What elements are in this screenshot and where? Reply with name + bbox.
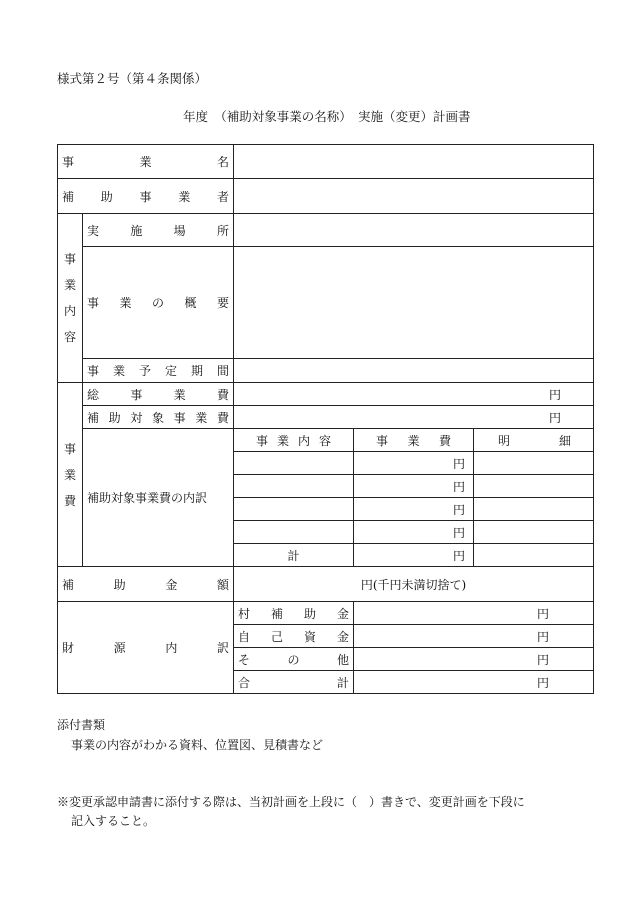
field-own-funds[interactable]: 円 bbox=[354, 625, 594, 648]
note-line-1: ※変更承認申請書に添付する際は、当初計画を上段に（ ）書きで、変更計画を下段に bbox=[57, 795, 525, 809]
label-subsidy-amount: 補 助 金 額 bbox=[58, 567, 234, 602]
label-project-name: 事 業 名 bbox=[58, 145, 234, 179]
field-breakdown-detail[interactable] bbox=[474, 475, 594, 498]
field-breakdown-detail[interactable] bbox=[474, 452, 594, 475]
header-breakdown-content: 事 業 内 容 bbox=[234, 429, 354, 452]
label-village-subsidy: 村 補 助 金 bbox=[234, 602, 354, 625]
field-breakdown-cost[interactable]: 円 bbox=[354, 452, 474, 475]
field-breakdown-cost[interactable]: 円 bbox=[354, 475, 474, 498]
note-line-2: 記入すること。 bbox=[71, 814, 156, 828]
field-applicant[interactable] bbox=[234, 179, 594, 214]
document-title: 年度 （補助対象事業の名称） 実施（変更）計画書 bbox=[183, 109, 471, 124]
label-breakdown: 補助対象事業費の内訳 bbox=[83, 429, 234, 567]
label-applicant: 補 助 事 業 者 bbox=[58, 179, 234, 214]
field-village-subsidy[interactable]: 円 bbox=[354, 602, 594, 625]
field-breakdown-content[interactable] bbox=[234, 475, 354, 498]
field-funding-total[interactable]: 円 bbox=[354, 671, 594, 694]
field-breakdown-detail[interactable] bbox=[474, 498, 594, 521]
field-other-funds[interactable]: 円 bbox=[354, 648, 594, 671]
field-breakdown-detail[interactable] bbox=[474, 521, 594, 544]
plan-form-table bbox=[57, 144, 594, 694]
label-breakdown-subtotal: 計 bbox=[234, 544, 354, 567]
field-location[interactable] bbox=[234, 214, 594, 247]
field-breakdown-content[interactable] bbox=[234, 521, 354, 544]
field-breakdown-subtotal[interactable]: 円 bbox=[354, 544, 474, 567]
field-breakdown-cost[interactable]: 円 bbox=[354, 498, 474, 521]
label-own-funds: 自 己 資 金 bbox=[234, 625, 354, 648]
label-other-funds: そ の 他 bbox=[234, 648, 354, 671]
field-period[interactable] bbox=[234, 359, 594, 383]
header-breakdown-cost: 事 業 費 bbox=[354, 429, 474, 452]
field-breakdown-subtotal-detail[interactable] bbox=[474, 544, 594, 567]
field-breakdown-content[interactable] bbox=[234, 498, 354, 521]
attachments-text: 事業の内容がわかる資料、位置図、見積書など bbox=[71, 738, 324, 752]
label-funding-breakdown: 財 源 内 訳 bbox=[58, 602, 234, 694]
field-subsidy-amount[interactable]: 円(千円未満切捨て) bbox=[234, 567, 594, 602]
field-subsidy-cost[interactable]: 円 bbox=[234, 406, 594, 429]
label-total-cost: 総 事 業 費 bbox=[83, 383, 234, 406]
field-total-cost[interactable]: 円 bbox=[234, 383, 594, 406]
attachments-heading: 添付書類 bbox=[57, 718, 106, 732]
header-breakdown-detail: 明 細 bbox=[474, 429, 594, 452]
label-location: 実 施 場 所 bbox=[83, 214, 234, 247]
label-project-content: 事 業 内 容 bbox=[58, 214, 83, 383]
field-overview[interactable] bbox=[234, 247, 594, 359]
field-project-name[interactable] bbox=[234, 145, 594, 179]
field-breakdown-content[interactable] bbox=[234, 452, 354, 475]
form-number-label: 様式第２号（第４条関係） bbox=[57, 71, 208, 86]
field-breakdown-cost[interactable]: 円 bbox=[354, 521, 474, 544]
label-project-cost: 事 業 費 bbox=[58, 383, 83, 567]
label-funding-total: 合 計 bbox=[234, 671, 354, 694]
label-overview: 事 業 の 概 要 bbox=[83, 247, 234, 359]
label-period: 事 業 予 定 期 間 bbox=[83, 359, 234, 383]
label-subsidy-cost: 補 助 対 象 事 業 費 bbox=[83, 406, 234, 429]
